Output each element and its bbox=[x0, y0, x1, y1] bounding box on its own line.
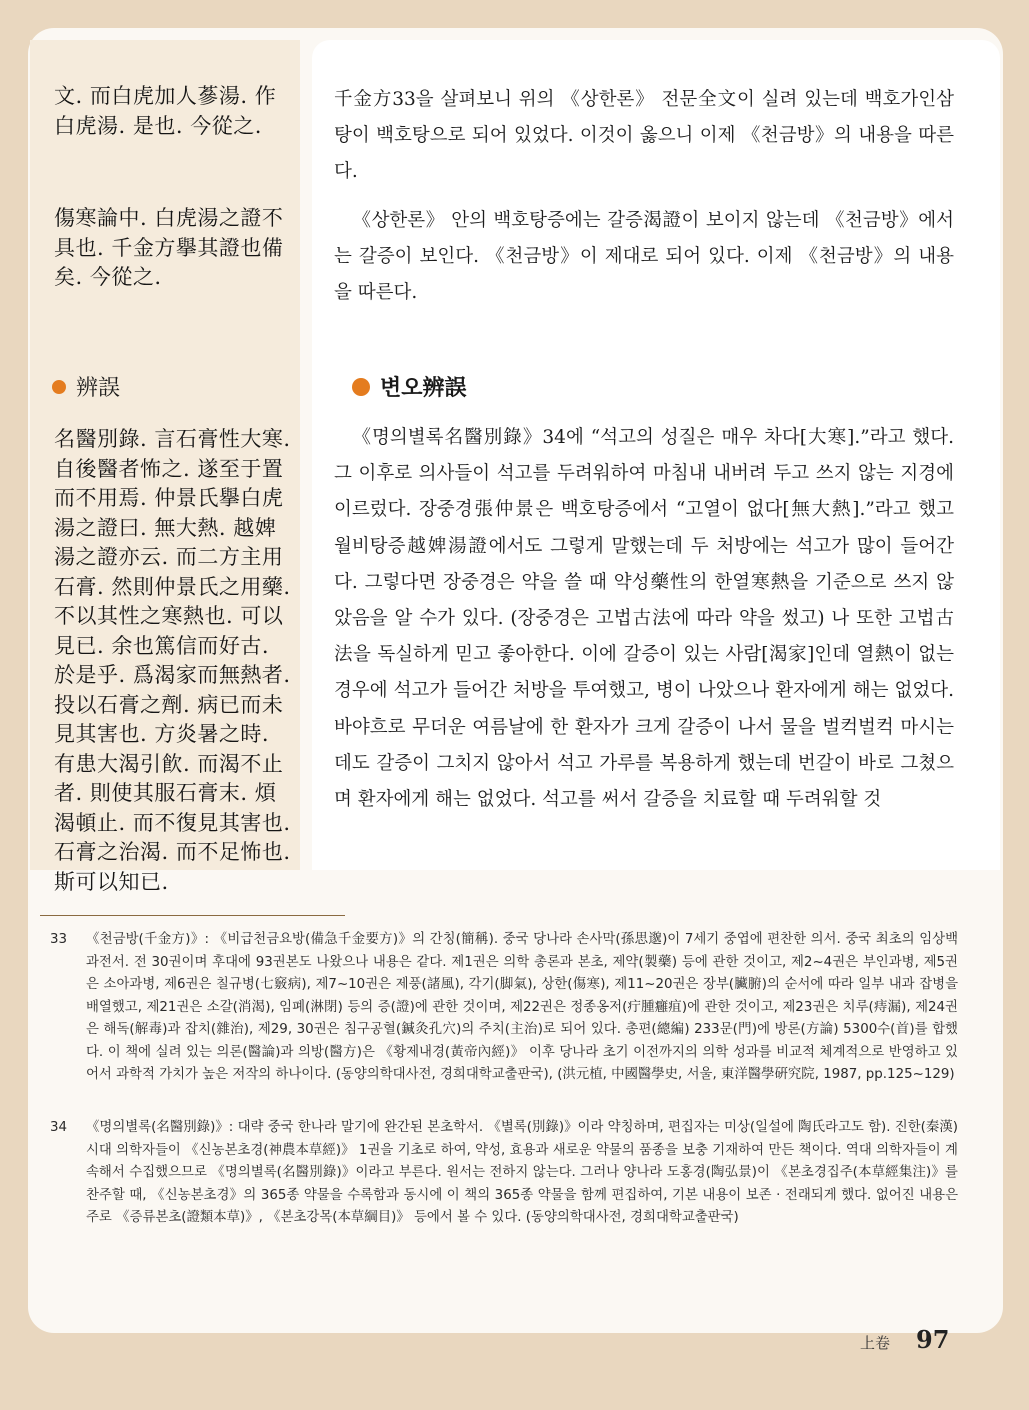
translation-paragraph-3: 《명의별록名醫別錄》34에 “석고의 성질은 매우 차다[大寒].”라고 했다. 그 이후로 의사들이 석고를 두려워하여 마침내 내버려 두고 쓰지 않는 지경에 이르렀다. 장중경張仲景은 백호탕증에서 “고열이 없다[無大熱].”라고 했고 월비탕증越婢湯證에서도 그렇게 말했는데 두 처방에는 석고가 많이 들어간다. 그렇다면 장중경은 약을 쓸 때 약성藥性의 한열寒熱을 기준으로 쓰지 않았음을 알 수가 있다. (장중경은 고법古法에 따라 약을 썼고) 나 또한 고법古法을 독실하게 믿고 좋아한다. 이에 갈증이 있는 사람[渴家]인데 열熱이 없는 경우에 석고가 들어간 처방을 투여했고, 병이 나았으나 환자에게 해는 없었다. 바야흐로 무더운 여름날에 한 환자가 크게 갈증이 나서 물을 벌컥벌컥 마시는데도 갈증이 그치지 않아서 석고 가루를 복용하게 했는데 번갈이 바로 그쳤으며 환자에게 해는 없었다. 석고를 써서 갈증을 치료할 때 두려워할 것 bbox=[334, 427, 954, 811]
original-paragraph-2: 傷寒論中. 白虎湯之證不具也. 千金方擧其證也備矣. 今從之. bbox=[54, 206, 284, 289]
translation-section-heading bbox=[352, 371, 467, 402]
page-folio bbox=[860, 1325, 949, 1354]
original-paragraph-1: 文. 而白虎加人蔘湯. 作白虎湯. 是也. 今從之. bbox=[54, 84, 277, 138]
original-paragraph-3: 名醫別錄. 言石膏性大寒. 自後醫者怖之. 遂至于置而不用焉. 仲景氏擧白虎湯之證曰. 無大熱. 越婢湯之證亦云. 而二方主用石膏. 然則仲景氏之用藥. 不以其性之寒熱也. 可以見已. 余也篤信而好古. 於是乎. 爲渴家而無熱者. 投以石膏之劑. 病已而未見其害也. 方炎暑之時. 有患大渴引飮. 而渴不止者. 則使其服石膏末. 煩渴頓止. 而不復見其害也. 石膏之治渴. 而不足怖也. 斯可以知已. bbox=[54, 427, 291, 894]
footnote-number: 34 bbox=[50, 1120, 68, 1135]
translation-paragraph-2: 《상한론》 안의 백호탕증에는 갈증渴證이 보이지 않는데 《천금방》에서는 갈증이 보인다. 《천금방》이 제대로 되어 있다. 이제 《천금방》의 내용을 따른다. bbox=[334, 209, 954, 304]
footnote-33 bbox=[52, 929, 958, 1087]
translation-block-2 bbox=[334, 420, 954, 818]
translation-block-1 bbox=[334, 82, 954, 311]
bullet-dot-icon bbox=[52, 380, 66, 394]
footnote-34 bbox=[52, 1117, 958, 1230]
bullet-dot-icon bbox=[352, 378, 370, 396]
footnote-text: 《천금방(千金方)》: 《비급천금요방(備急千金要方)》의 간칭(簡稱). 중국 당나라 손사막(孫思邈)이 7세기 중엽에 편찬한 의서. 중국 최초의 임상백과전서. 전 30권이며 후대에 93권본도 나왔으나 내용은 같다. 제1권은 의학 총론과 본초, 제약(製藥) 등에 관한 것이고, 제2~4권은 부인과병, 제5권은 소아과병, 제6권은 칠규병(七竅病), 제7~10권은 제풍(諸風), 각기(脚氣), 상한(傷寒), 제11~20권은 장부(臟腑)의 순서에 따라 일부 내과 잡병을 배열했고, 제21권은 소갈(消渴), 임폐(淋閉) 등의 증(證)에 관한 것이며, 제22권은 정종옹저(疔腫癰疽)에 관한 것이고, 제23권은 치루(痔漏), 제24권은 해독(解毒)과 잡치(雜治), 제29, 30권은 침구공혈(鍼灸孔穴)의 주치(主治)로 되어 있다. 총편(總編) 233문(門)에 방론(方論) 5300수(首)를 합했다. 이 책에 실려 있는 의론(醫論)과 의방(醫方)은 《황제내경(黃帝內經)》 이후 당나라 초기 이전까지의 의학 성과를 비교적 체계적으로 반영하고 있어서 과학적 가치가 높은 저작의 하나이다. (동양의학대사전, 경희대학교출판국), (洪元植, 中國醫學史, 서울, 東洋醫學硏究院, 1987, pp.125~129) bbox=[86, 932, 959, 1082]
volume-label: 上卷 bbox=[860, 1334, 891, 1352]
footnote-text: 《명의별록(名醫別錄)》: 대략 중국 한나라 말기에 완간된 본초학서. 《별록(別錄)》이라 약칭하며, 편집자는 미상(일설에 陶氏라고도 함). 진한(秦漢) 시대 의학자들이 《신농본초경(神農本草經)》 1권을 기초로 하여, 약성, 효용과 새로운 약물의 품종을 보충 기재하여 만든 책이다. 역대 의학자들이 계속해서 수집했으므로 《명의별록(名醫別錄)》이라고 부른다. 원서는 전하지 않는다. 그러나 양나라 도홍경(陶弘景)이 《본초경집주(本草經集注)》를 찬주할 때, 《신농본초경》의 365종 약물을 수록함과 동시에 이 책의 365종 약물을 함께 편집하여, 기본 내용이 보존 · 전래되게 했다. 없어진 내용은 주로 《증류본초(證類本草)》, 《본초강목(本草綱目)》 등에서 볼 수 있다. (동양의학대사전, 경희대학교출판국) bbox=[86, 1120, 958, 1225]
footnote-divider bbox=[40, 915, 345, 916]
footnote-number: 33 bbox=[50, 932, 68, 947]
translation-section-title: 변오辨誤 bbox=[380, 376, 467, 401]
original-section-heading bbox=[52, 371, 120, 402]
page-number: 97 bbox=[916, 1325, 950, 1354]
translation-paragraph-1: 千金方33을 살펴보니 위의 《상한론》 전문全文이 실려 있는데 백호가인삼탕이 백호탕으로 되어 있었다. 이것이 옳으니 이제 《천금방》의 내용을 따른다. bbox=[334, 89, 954, 183]
original-section-title: 辨誤 bbox=[76, 376, 121, 401]
